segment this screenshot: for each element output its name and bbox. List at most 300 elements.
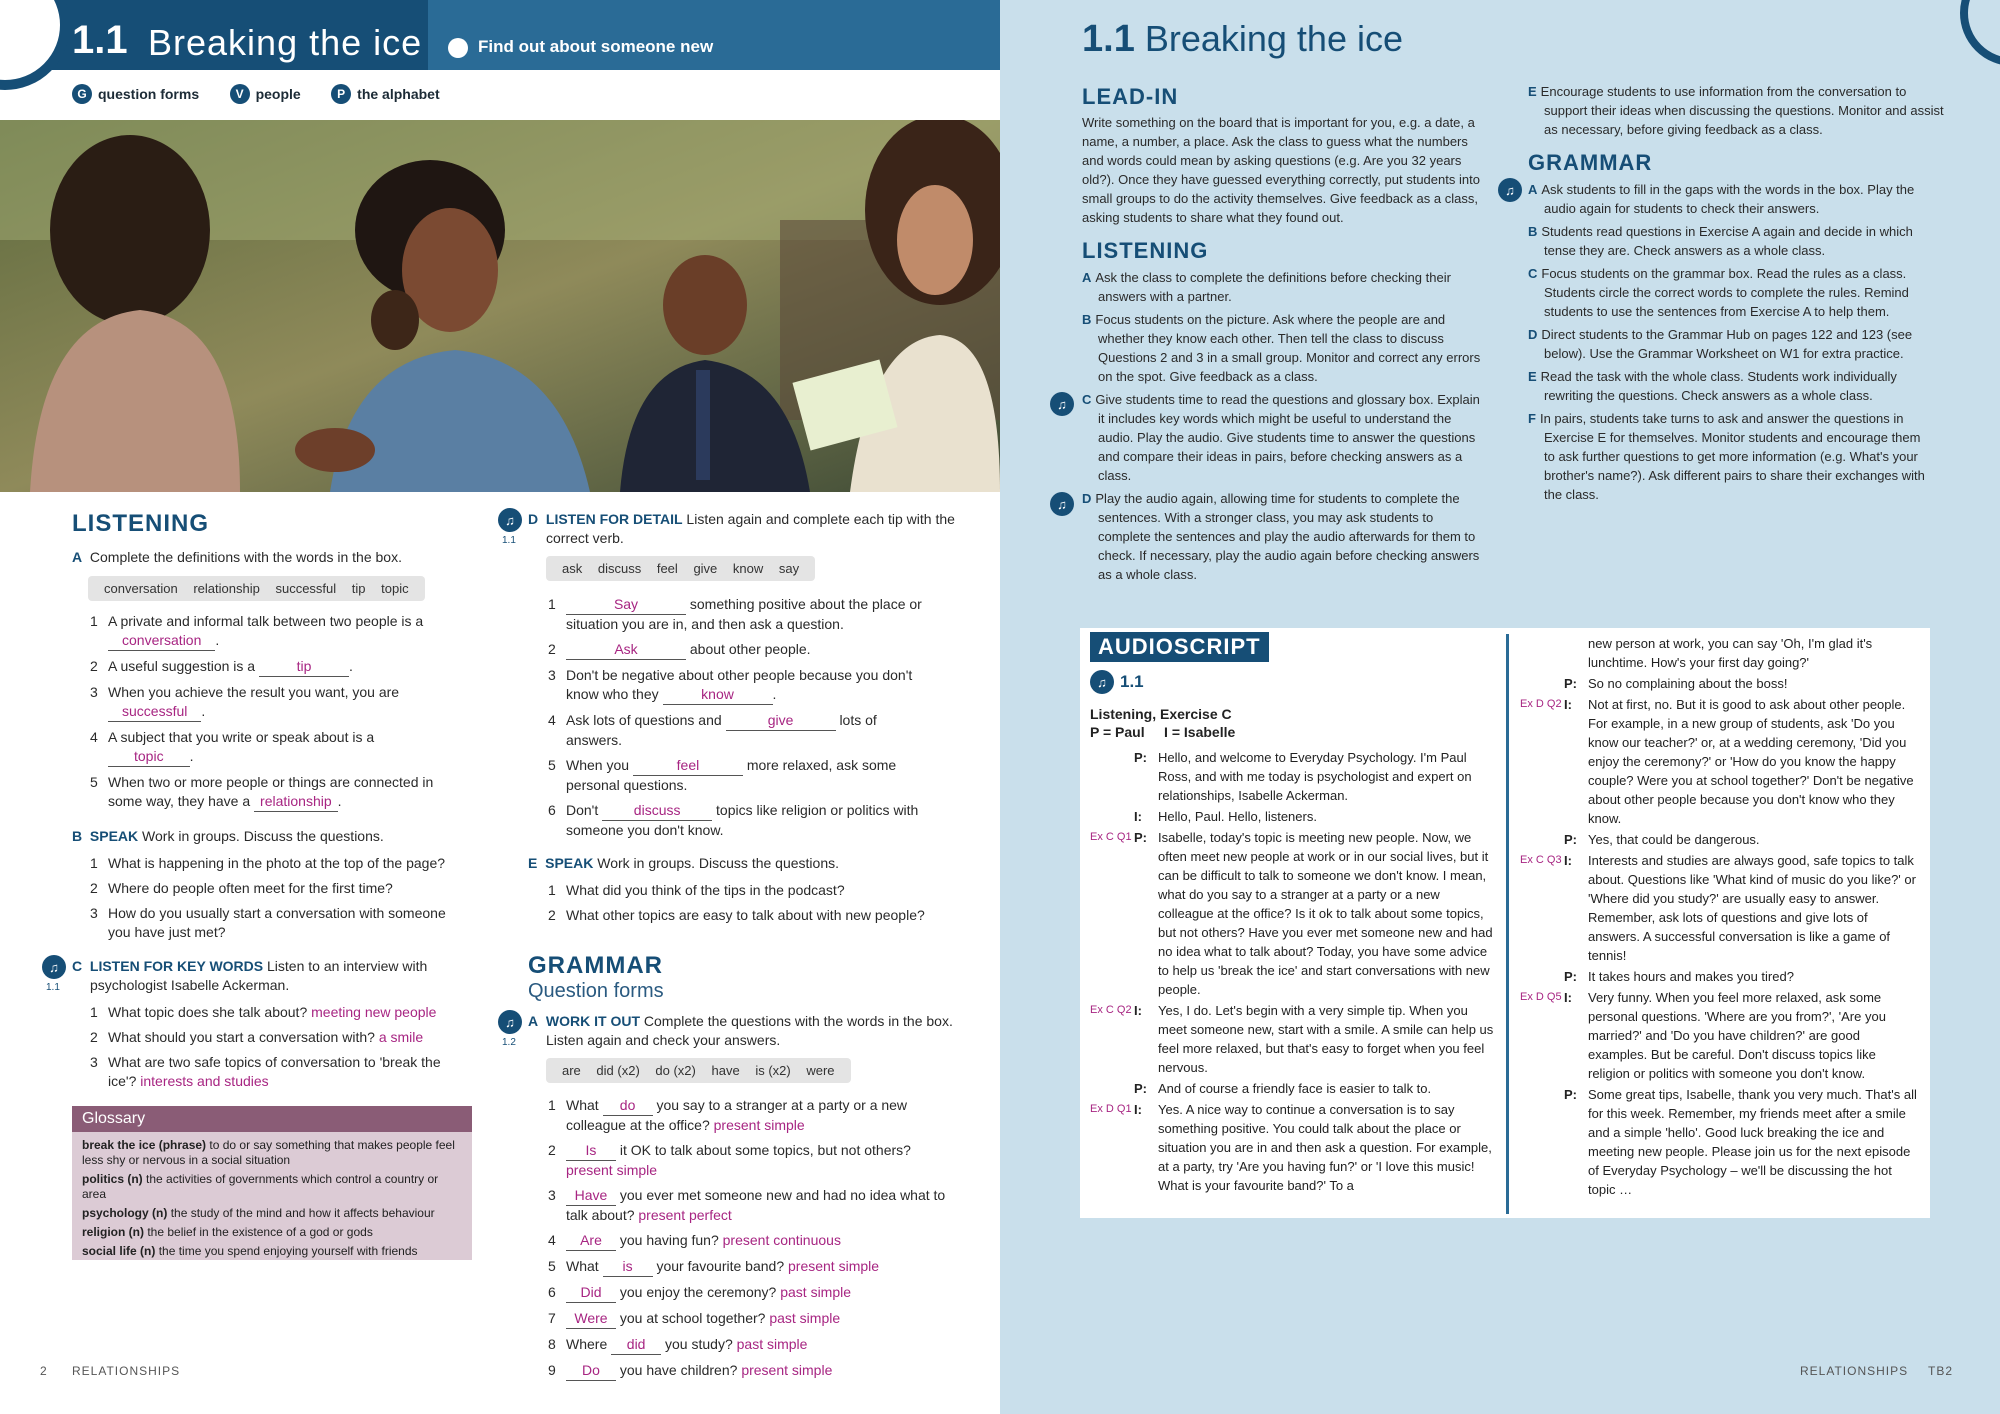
list-item xyxy=(90,683,470,722)
exercise-title: SPEAK xyxy=(89,828,139,844)
script-line xyxy=(1520,674,1920,693)
box-word: ask xyxy=(562,561,583,576)
speaker: I: xyxy=(1564,853,1572,868)
line-text: Hello, Paul. Hello, listeners. xyxy=(1158,809,1317,824)
answer-text: a smile xyxy=(378,1029,424,1045)
exercise-tag: Ex C Q1 xyxy=(1090,831,1132,843)
list-item xyxy=(90,612,470,651)
item-number: 5 xyxy=(548,1258,556,1274)
speaker-icon[interactable]: ♫ xyxy=(42,955,66,979)
list-item xyxy=(548,801,933,840)
list-item xyxy=(548,1309,948,1329)
glossary-entry xyxy=(72,1242,472,1261)
note-letter: E xyxy=(1528,369,1537,384)
corner-circle-decoration xyxy=(1960,0,2000,66)
note-item xyxy=(1082,268,1482,306)
item-number: 1 xyxy=(548,882,556,898)
speaker: P: xyxy=(1134,1081,1147,1096)
exercise-label: E xyxy=(528,855,538,871)
answer-blank[interactable] xyxy=(566,1141,616,1161)
exercise-e-list xyxy=(548,881,948,925)
item-number: 6 xyxy=(548,802,556,818)
glossary-term: psychology (n) xyxy=(82,1206,168,1220)
exercise-tag xyxy=(1520,674,1564,693)
instruction-text: Listen to an interview with psychologist Isabelle Ackerman. xyxy=(90,958,428,993)
answer-text: Ask xyxy=(614,641,638,657)
box-word: are xyxy=(562,1063,581,1078)
answer-text: is xyxy=(622,1258,633,1274)
script-line xyxy=(1520,1085,1920,1199)
item-number: 1 xyxy=(90,613,98,629)
line-text: Not at first, no. But it is good to ask about other people. For example, in a new group of students, ask 'Do you know our teacher?' or, at a wedding ceremony, 'Did you enjoy the ceremony?' or 'How do you know the happy couple? Were you at school together?' Don't be negative about other people because you don't know who they know. xyxy=(1588,697,1914,826)
item-text: How do you usually start a conversation with someone you have just met? xyxy=(108,905,446,940)
answer-text: do xyxy=(619,1097,636,1113)
exercise-tag xyxy=(1090,748,1134,805)
box-word: were xyxy=(806,1063,835,1078)
item-text: you having fun? xyxy=(619,1232,719,1248)
item-text: Where do people often meet for the first time? xyxy=(108,880,393,896)
item-text: you study? xyxy=(665,1336,733,1352)
script-line xyxy=(1090,748,1495,805)
item-pre: Don't be negative about other people because you don't know who they xyxy=(566,667,913,702)
answer-text: give xyxy=(767,712,794,728)
glossary-entry xyxy=(72,1170,472,1204)
item-number: 2 xyxy=(548,641,556,657)
answer-blank[interactable] xyxy=(254,792,338,812)
speaker: P: xyxy=(1564,676,1577,691)
instruction-text: Complete the questions with the words in the box. Listen again and check your answers. xyxy=(546,1013,953,1048)
script-line xyxy=(1520,851,1920,965)
skill-tags xyxy=(72,84,466,108)
item-text: What should you start a conversation with? xyxy=(108,1029,375,1045)
answer-blank[interactable] xyxy=(566,1231,616,1251)
grammar-a-instruction xyxy=(528,1012,956,1050)
exercise-label: C xyxy=(72,958,83,974)
list-item xyxy=(548,756,933,795)
script-column-1 xyxy=(1090,748,1495,1195)
tag-label: the alphabet xyxy=(357,86,440,102)
list-item xyxy=(548,666,933,705)
instruction-text: Work in groups. Discuss the questions. xyxy=(597,855,839,871)
speaker: P: xyxy=(1564,969,1577,984)
note-text: Students read questions in Exercise A again and decide in which tense they are. Check answers as a whole class. xyxy=(1541,224,1913,258)
unit-title: Breaking the ice xyxy=(1144,18,1403,59)
box-word: tip xyxy=(351,581,366,596)
item-number: 8 xyxy=(548,1336,556,1352)
listening-notes xyxy=(1082,268,1482,584)
list-item xyxy=(548,640,933,660)
tense-label: present perfect xyxy=(638,1207,732,1223)
list-item xyxy=(548,1361,948,1381)
item-number: 5 xyxy=(90,774,98,790)
bullet-icon xyxy=(448,38,468,58)
tag-pronunciation xyxy=(331,84,439,104)
list-item xyxy=(548,1283,948,1303)
exercise-tag: Ex D Q1 xyxy=(1090,1103,1132,1115)
exercise-tag xyxy=(1520,634,1564,672)
item-number: 3 xyxy=(548,1187,556,1203)
list-item xyxy=(90,773,470,812)
glossary-def: the time you spend enjoying yourself with friends xyxy=(158,1244,418,1258)
unit-subtitle: Find out about someone new xyxy=(478,37,714,56)
note-text: Give students time to read the questions and glossary box. Explain it includes key words which might be useful to understand the audio. Play the audio. Give students time to answer the questions and compare their ideas in pairs, before checking answers as a class. xyxy=(1095,392,1480,483)
glossary-entry xyxy=(72,1132,472,1170)
list-item xyxy=(548,881,948,900)
script-line xyxy=(1090,807,1495,826)
list-item xyxy=(90,728,470,767)
script-line xyxy=(1520,967,1920,986)
item-number: 2 xyxy=(548,1142,556,1158)
script-line xyxy=(1520,634,1920,672)
exercise-b-instruction xyxy=(72,827,482,846)
answer-blank[interactable] xyxy=(566,1283,616,1303)
column-divider xyxy=(1506,634,1509,1214)
list-item xyxy=(90,904,470,942)
list-item xyxy=(548,906,948,925)
item-pre: Ask lots of questions and xyxy=(566,712,722,728)
list-item xyxy=(90,657,470,677)
item-number: 3 xyxy=(548,667,556,683)
speaker-icon[interactable]: ♫ xyxy=(498,1010,522,1034)
exercise-tag: Ex C Q3 xyxy=(1520,854,1562,866)
tag-code: P xyxy=(331,84,351,104)
unit-number: 1.1 xyxy=(72,18,128,62)
speaker: P: xyxy=(1564,1087,1577,1102)
script-line xyxy=(1520,695,1920,828)
item-pre: What xyxy=(566,1097,599,1113)
list-item xyxy=(548,1186,948,1225)
leadin-heading: LEAD-IN xyxy=(1082,84,1179,109)
item-number: 4 xyxy=(548,1232,556,1248)
exercise-c-list xyxy=(90,1003,470,1091)
item-text: What is happening in the photo at the top of the page? xyxy=(108,855,446,871)
answer-text: Do xyxy=(582,1362,600,1378)
unit-number: 1.1 xyxy=(1082,18,1135,60)
word-box xyxy=(546,556,815,581)
list-item xyxy=(548,1257,948,1277)
item-text: A useful suggestion is a xyxy=(108,658,256,674)
footer-section: RELATIONSHIPS xyxy=(1800,1364,1909,1378)
tense-label: present continuous xyxy=(722,1232,841,1248)
tag-label: people xyxy=(255,86,301,102)
line-text: Isabelle, today's topic is meeting new people. Now, we often meet new people at work or in our social lives, but it can be difficult to talk to someone we don't know. I mean, what do you say to a stranger at a party or a new colleague at the office? Is it ok to talk about some topics, but not others? Have you ever met someone new and had no idea what to talk about? Today, you have some advice to help us 'break the ice' and start conversations with new people. xyxy=(1158,830,1493,997)
glossary-def: the activities of governments which control a country or area xyxy=(82,1172,439,1201)
tense-label: past simple xyxy=(780,1284,852,1300)
list-item xyxy=(548,1335,948,1355)
exercise-label: B xyxy=(72,828,83,844)
item-number: 1 xyxy=(548,596,556,612)
item-number: 3 xyxy=(90,905,98,921)
list-item xyxy=(548,595,933,634)
answer-text: topic xyxy=(134,748,164,764)
answer-blank[interactable] xyxy=(566,1361,616,1381)
item-text: A private and informal talk between two people is a xyxy=(108,613,424,629)
tense-label: present simple xyxy=(741,1362,833,1378)
line-text: new person at work, you can say 'Oh, I'm glad it's lunchtime. How's your first day going?' xyxy=(1588,636,1873,670)
item-text: more relaxed, ask some personal questions. xyxy=(566,757,897,793)
answer-blank[interactable] xyxy=(108,702,201,722)
answer-text: Were xyxy=(574,1310,608,1326)
list-item xyxy=(90,1053,470,1091)
listening-heading: LISTENING xyxy=(1082,238,1209,263)
item-text: When you achieve the result you want, you are xyxy=(108,684,400,700)
item-post: . xyxy=(215,632,220,648)
note-letter: C xyxy=(1082,392,1092,407)
item-pre: Don't xyxy=(566,802,599,818)
note-item xyxy=(1528,222,1928,260)
item-number: 3 xyxy=(90,1054,98,1070)
exercise-tag xyxy=(1090,1079,1134,1098)
item-text: your favourite band? xyxy=(656,1258,785,1274)
exercise-title: WORK IT OUT xyxy=(545,1013,641,1029)
box-word: conversation xyxy=(104,581,178,596)
item-text: you ever met someone new and had no idea what to talk about? xyxy=(566,1187,946,1223)
page-number: TB2 xyxy=(1928,1364,1954,1378)
exercise-a-list xyxy=(90,612,470,818)
track-number: 1.2 xyxy=(502,1037,516,1048)
box-word: feel xyxy=(656,561,678,576)
answer-text: interests and studies xyxy=(140,1073,269,1089)
item-number: 2 xyxy=(90,1029,98,1045)
item-text: topics like religion or politics with someone you don't know. xyxy=(566,802,919,838)
answer-blank[interactable] xyxy=(602,801,712,821)
note-item xyxy=(1528,409,1928,504)
answer-blank[interactable] xyxy=(633,756,743,776)
box-word: did (x2) xyxy=(596,1063,640,1078)
answer-blank[interactable] xyxy=(566,595,686,615)
glossary-def: to do or say something that makes people feel less shy or nervous in a social situation xyxy=(82,1138,455,1167)
answer-blank[interactable] xyxy=(566,1309,616,1329)
grammar-a-list xyxy=(548,1096,948,1381)
answer-blank[interactable] xyxy=(603,1257,653,1277)
note-letter: F xyxy=(1528,411,1536,426)
box-word: have xyxy=(711,1063,740,1078)
answer-text: Did xyxy=(580,1284,602,1300)
answer-text: conversation xyxy=(122,632,202,648)
instruction-text: Listen again and complete each tip with the correct verb. xyxy=(546,511,955,546)
list-item xyxy=(90,854,470,873)
grammar-heading: GRAMMAR xyxy=(1528,150,1653,175)
item-text: . xyxy=(772,686,777,702)
tag-label: question forms xyxy=(98,86,200,102)
word-box xyxy=(546,1058,851,1083)
answer-blank[interactable] xyxy=(663,685,773,705)
item-text: What other topics are easy to talk about with new people? xyxy=(566,907,925,923)
answer-blank[interactable] xyxy=(726,711,836,731)
tense-label: present simple xyxy=(566,1162,658,1178)
item-text: you say to a stranger at a party or a new colleague at the office? xyxy=(566,1097,908,1133)
item-number: 7 xyxy=(548,1310,556,1326)
box-word: discuss xyxy=(597,561,642,576)
grammar-subheading: Question forms xyxy=(528,980,664,1002)
tag-code: V xyxy=(230,84,250,104)
item-number: 9 xyxy=(548,1362,556,1378)
note-text: In pairs, students take turns to ask and answer the questions in Exercise E for themselves. Monitor students and encourage them to ask further questions to get more information (e.g. What's your brother's name?). Ask different pairs to share their exchanges with the class. xyxy=(1539,411,1925,502)
footer-section: RELATIONSHIPS xyxy=(72,1364,181,1378)
exercise-label: A xyxy=(528,1013,539,1029)
glossary-term: politics (n) xyxy=(82,1172,143,1186)
speaker-icon[interactable]: ♫ xyxy=(1498,178,1522,202)
line-text: And of course a friendly face is easier to talk to. xyxy=(1158,1081,1432,1096)
list-item xyxy=(90,1028,470,1047)
teacher-page xyxy=(1000,0,2000,1414)
item-text: What did you think of the tips in the podcast? xyxy=(566,882,845,898)
box-word: successful xyxy=(275,581,337,596)
exercise-e-instruction xyxy=(528,854,948,873)
script-line xyxy=(1090,1079,1495,1098)
glossary-entry xyxy=(72,1204,472,1223)
speaker-icon[interactable]: ♫ xyxy=(1090,670,1114,694)
speaker: I: xyxy=(1564,697,1572,712)
note-item xyxy=(1528,180,1928,218)
instruction-text: Complete the definitions with the words in the box. xyxy=(89,549,402,565)
speaker: I: xyxy=(1134,1102,1142,1117)
answer-text: feel xyxy=(676,757,700,773)
item-text: What are two safe topics of conversation to 'break the ice'? xyxy=(108,1054,441,1089)
note-text: Ask the class to complete the definitions before checking their answers with a partner. xyxy=(1095,270,1451,304)
exercise-title: SPEAK xyxy=(545,855,594,871)
speaker-icon[interactable]: ♫ xyxy=(1050,492,1074,516)
box-word: do (x2) xyxy=(655,1063,696,1078)
leadin-text: Write something on the board that is important for you, e.g. a date, a name, a number, a place. Ask the class to guess what the numbers and words could mean by asking questions (e.g. Are you 32 years old?). Once they have guessed everything correctly, put students into small groups to do the activity themselves. Give feedback as a class, asking students to share what they found out. xyxy=(1082,115,1480,225)
note-item xyxy=(1082,390,1482,485)
script-line xyxy=(1520,830,1920,849)
listening-note-e xyxy=(1528,82,1944,139)
exercise-c-instruction xyxy=(72,957,490,995)
answer-blank[interactable] xyxy=(566,640,686,660)
instruction-text: Work in groups. Discuss the questions. xyxy=(142,828,384,844)
exercise-label: A xyxy=(72,549,83,565)
answer-text: Is xyxy=(585,1142,597,1158)
glossary-term: religion (n) xyxy=(82,1225,144,1239)
item-text: you have children? xyxy=(619,1362,738,1378)
subtitle-band xyxy=(428,0,1000,70)
answer-blank[interactable] xyxy=(108,747,190,767)
speaker-icon[interactable]: ♫ xyxy=(1050,392,1074,416)
exercise-tag: Ex D Q2 xyxy=(1520,698,1562,710)
answer-blank[interactable] xyxy=(603,1096,653,1116)
item-text: What topic does she talk about? xyxy=(108,1004,308,1020)
unit-title: Breaking the ice xyxy=(148,22,423,63)
speaker: I: xyxy=(1564,990,1572,1005)
item-number: 2 xyxy=(90,880,98,896)
note-text: Read the task with the whole class. Students work individually rewriting the questions. Check answers as a whole class. xyxy=(1540,369,1897,403)
track-number: 1.1 xyxy=(1120,672,1144,691)
note-letter: D xyxy=(1082,491,1092,506)
item-number: 3 xyxy=(90,684,98,700)
audioscript-box xyxy=(1080,628,1930,1218)
item-number: 4 xyxy=(90,729,98,745)
line-text: Yes. A nice way to continue a conversation is to say something positive. You could talk about the place or situation you are in and then ask a question. For example, at a party, try 'Are you having fun?' or 'I love this music! What is your favourite band?' To a xyxy=(1158,1102,1492,1193)
note-item xyxy=(1082,310,1482,386)
tag-grammar xyxy=(72,84,199,104)
note-text: Play the audio again, allowing time for students to complete the sentences. With a stronger class, you may ask students to complete the sentences and play the audio afterwards for them to check. If necessary, play the audio again before checking answers as a whole class. xyxy=(1095,491,1480,582)
note-letter: B xyxy=(1082,312,1092,327)
speaker-icon[interactable]: ♫ xyxy=(498,508,522,532)
note-letter: C xyxy=(1528,266,1538,281)
glossary-entry xyxy=(72,1223,472,1242)
answer-blank[interactable] xyxy=(566,1186,616,1206)
exercise-tag: Ex D Q5 xyxy=(1520,991,1562,1003)
exercise-d-list xyxy=(548,595,933,840)
glossary-box xyxy=(72,1106,472,1260)
exercise-ref: Listening, Exercise C xyxy=(1090,706,1232,722)
glossary-def: the study of the mind and how it affects behaviour xyxy=(170,1206,435,1220)
grammar-heading: GRAMMAR xyxy=(528,952,663,979)
line-text: Hello, and welcome to Everyday Psychology. I'm Paul Ross, and with me today is psychologist and expert on relationships, Isabelle Ackerman. xyxy=(1158,750,1472,803)
item-text: something positive about the place or situation you are in, and then ask a question. xyxy=(566,596,922,632)
unit-title-row xyxy=(1082,18,1403,61)
exercise-b-list xyxy=(90,854,470,942)
item-text: you at school together? xyxy=(619,1310,766,1326)
audioscript-heading: AUDIOSCRIPT xyxy=(1090,632,1269,662)
exercise-title: LISTEN FOR DETAIL xyxy=(545,511,683,527)
note-item xyxy=(1528,264,1928,321)
item-number: 1 xyxy=(90,855,98,871)
speaker xyxy=(1564,634,1588,672)
list-item xyxy=(548,1231,948,1251)
answer-blank[interactable] xyxy=(259,657,349,677)
tense-label: past simple xyxy=(736,1336,808,1352)
line-text: Some great tips, Isabelle, thank you very much. That's all for this week. Remember, my friends meet after a smile and a simple 'hello'. Good luck breaking the ice and meeting new people. Please join us for the next episode of Everyday Psychology – we'll be discussing the hot topic … xyxy=(1588,1087,1917,1197)
item-number: 6 xyxy=(548,1284,556,1300)
exercise-tag: Ex C Q2 xyxy=(1090,1004,1132,1016)
item-post: . xyxy=(189,748,194,764)
line-text: So no complaining about the boss! xyxy=(1588,676,1788,691)
line-text: Interests and studies are always good, safe topics to talk about. Questions like 'What kind of music do you like?' or 'Where did you study?' are usually easy to answer. Remember, ask lots of questions and give lots of answers. A successful conversation is like a game of tennis! xyxy=(1588,853,1916,963)
exercise-tag xyxy=(1520,967,1564,986)
note-letter: D xyxy=(1528,327,1538,342)
script-line xyxy=(1090,1001,1495,1077)
glossary-def: the belief in the existence of a god or gods xyxy=(147,1225,373,1239)
item-pre: Where xyxy=(566,1336,608,1352)
item-number: 2 xyxy=(90,658,98,674)
note-text: Direct students to the Grammar Hub on pages 122 and 123 (see below). Use the Grammar Worksheet on W1 for extra practice. xyxy=(1541,327,1913,361)
exercise-label: D xyxy=(528,511,539,527)
answer-blank[interactable] xyxy=(108,631,215,651)
box-word: topic xyxy=(381,581,409,596)
line-text: Yes, I do. Let's begin with a very simple tip. When you meet someone new, start with a smile. A smile can help us feel more relaxed, but that's easy to forget when you feel nervous. xyxy=(1158,1003,1494,1075)
speaker: P: xyxy=(1134,750,1147,765)
item-text: lots of answers. xyxy=(566,712,877,748)
note-item xyxy=(1528,367,1928,405)
page-number: 2 xyxy=(40,1364,48,1378)
script-column-2 xyxy=(1520,634,1920,1199)
track-number: 1.1 xyxy=(502,535,516,546)
list-item xyxy=(548,1096,948,1135)
note-text: Focus students on the grammar box. Read the rules as a class. Students circle the correct words to complete the rules. Remind students to use the sentences from Exercise A to help them. xyxy=(1541,266,1909,319)
answer-text: Have xyxy=(574,1187,608,1203)
line-text: Yes, that could be dangerous. xyxy=(1588,832,1760,847)
note-letter: A xyxy=(1082,270,1092,285)
photo-people-meeting xyxy=(0,120,1000,492)
answer-text: Say xyxy=(613,596,639,612)
answer-text: successful xyxy=(122,703,188,719)
answer-text: relationship xyxy=(260,793,332,809)
answer-text: did xyxy=(626,1336,646,1352)
glossary-heading: Glossary xyxy=(72,1106,472,1132)
tense-label: present simple xyxy=(788,1258,880,1274)
track-number: 1.1 xyxy=(46,982,60,993)
answer-blank[interactable] xyxy=(611,1335,661,1355)
speaker: I: xyxy=(1134,809,1142,824)
item-text: you enjoy the ceremony? xyxy=(619,1284,777,1300)
exercise-a-instruction xyxy=(72,548,472,567)
tag-vocabulary xyxy=(230,84,301,104)
item-post: . xyxy=(349,658,353,674)
item-number: 5 xyxy=(548,757,556,773)
answer-text: meeting new people xyxy=(311,1004,437,1020)
